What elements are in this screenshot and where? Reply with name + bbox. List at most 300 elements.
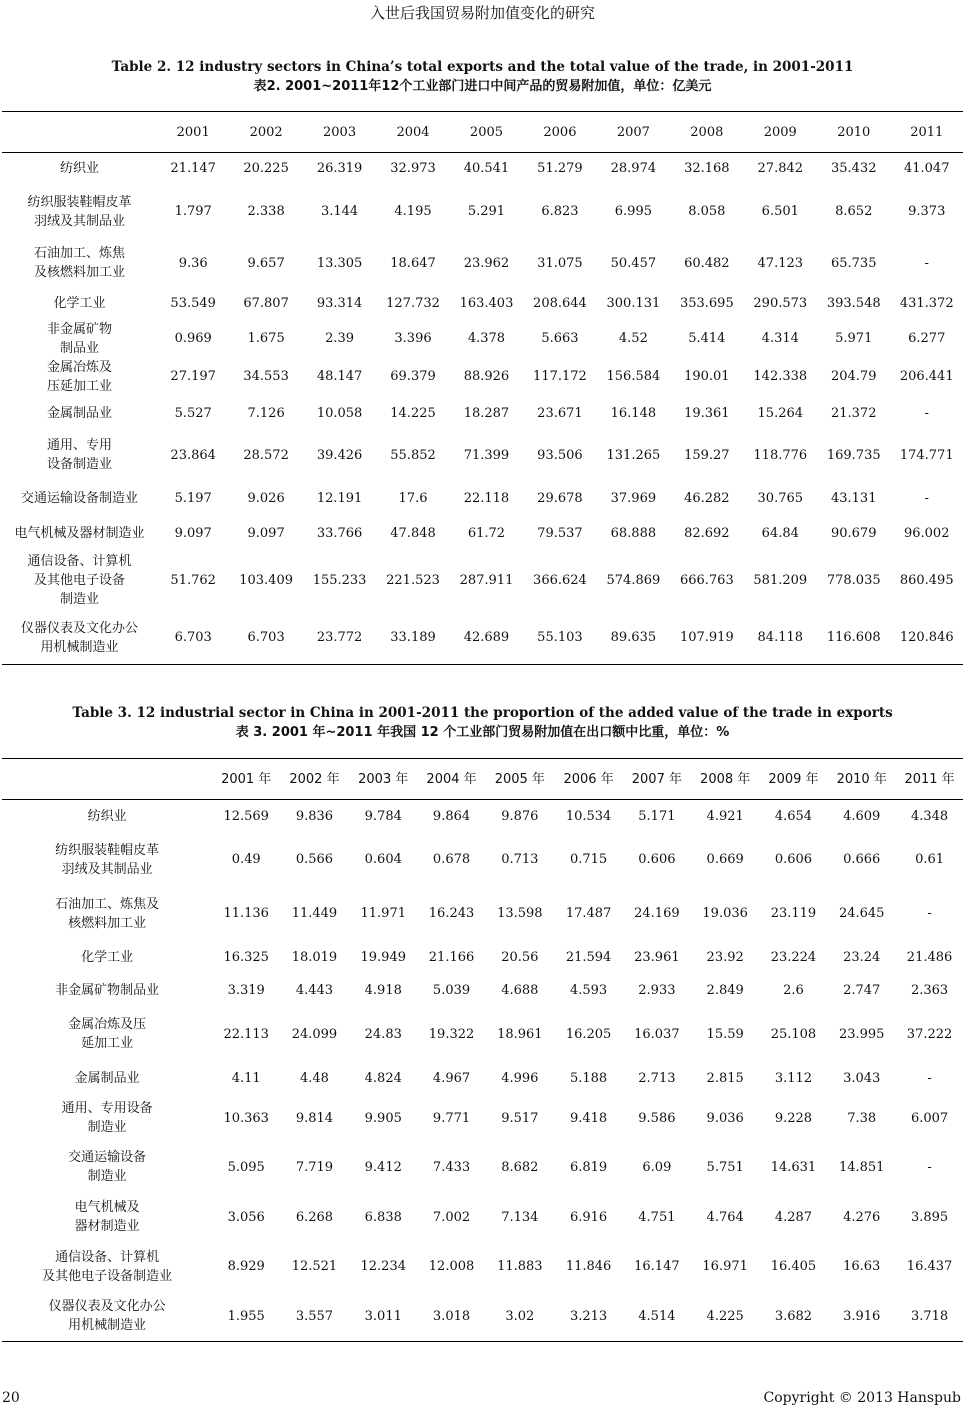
table-cell: 300.131 [606, 295, 661, 311]
table-cell: 1.797 [174, 204, 212, 219]
table-cell: 4.276 [843, 1209, 881, 1225]
table-cell: 3.213 [569, 1308, 608, 1324]
table-cell: 16.205 [565, 1026, 612, 1042]
row-label: 电气机械及器材制造业 [14, 526, 145, 541]
table-cell: 30.765 [757, 491, 804, 506]
table-cell: 9.905 [364, 1110, 402, 1126]
running-header: 入世后我国贸易附加值变化的研究 [369, 4, 595, 22]
table-cell: 4.443 [295, 982, 334, 998]
table-cell: 5.188 [569, 1070, 608, 1086]
table-cell: 9.097 [174, 526, 212, 541]
table-cell: 65.735 [830, 255, 877, 271]
table-cell: 353.695 [679, 295, 734, 311]
table-cell: 21.594 [565, 949, 612, 965]
table-cell: 4.921 [706, 808, 744, 824]
table-cell: 2.6 [783, 982, 804, 998]
table-cell: 18.287 [463, 405, 510, 421]
table-cell: 21.147 [170, 160, 216, 176]
table-cell: 204.79 [830, 369, 877, 384]
table-cell: 20.225 [243, 160, 289, 176]
table-cell: 4.918 [364, 982, 402, 998]
table-cell: 7.134 [501, 1209, 539, 1225]
row-label: 金属冶炼及压 延加工业 [68, 1017, 147, 1051]
table-cell: 13.305 [316, 255, 363, 271]
table-cell: 15.264 [757, 405, 804, 421]
row-label: 非金属矿物 制品业 [46, 321, 112, 356]
table-cell: 9.586 [638, 1110, 676, 1126]
table-cell: 0.666 [843, 852, 881, 867]
table-cell: 23.671 [537, 405, 583, 421]
table-cell: 82.692 [684, 526, 730, 541]
table-cell: 61.72 [467, 526, 506, 541]
table-cell: 860.495 [899, 573, 954, 588]
table-cell: 19.361 [684, 405, 730, 421]
table-cell: 103.409 [239, 573, 293, 588]
table-cell: 8.682 [501, 1159, 539, 1175]
table-cell: 5.751 [706, 1159, 744, 1175]
table-cell: 6.916 [569, 1209, 608, 1225]
table-cell: 0.669 [706, 852, 744, 867]
table-row [2, 1142, 963, 1193]
header-cell: 2005 [469, 124, 504, 140]
table-cell: 3.056 [227, 1209, 265, 1225]
table-cell: 156.584 [606, 369, 661, 384]
copyright: Copyright © 2013 Hanspub [763, 1390, 961, 1406]
table-cell: 581.209 [753, 573, 808, 588]
table-cell: 71.399 [463, 447, 510, 463]
table-cell: 11.449 [291, 906, 338, 921]
table-cell: 3.895 [910, 1209, 949, 1225]
table-cell: - [924, 491, 929, 506]
table-cell: 24.099 [291, 1026, 338, 1042]
table-cell: 3.396 [394, 331, 432, 346]
table-row [2, 974, 963, 1007]
table-cell: 120.846 [899, 630, 954, 646]
row-label: 通信设备、计算机 及其他电子设备 制造业 [27, 554, 132, 607]
table-cell: 24.645 [838, 906, 885, 921]
table-cell: 4.514 [638, 1308, 676, 1324]
table-row [2, 887, 963, 941]
table-cell: 116.608 [826, 630, 881, 646]
table-cell: 6.823 [541, 204, 579, 219]
table-cell: 23.24 [843, 949, 881, 965]
table-cell: 3.112 [774, 1070, 813, 1086]
table-cell: 3.718 [910, 1308, 949, 1324]
table-cell: 64.84 [761, 526, 799, 541]
table-cell: 22.118 [463, 491, 510, 506]
table-cell: 90.679 [830, 526, 877, 541]
table-cell: 21.166 [428, 949, 475, 965]
table-cell: 16.148 [610, 405, 657, 421]
table-cell: 107.919 [679, 630, 734, 646]
table-cell: 8.058 [688, 204, 726, 219]
header-cell: 2002 [249, 124, 283, 140]
table-cell: 16.243 [428, 906, 475, 921]
table-cell: 4.824 [364, 1070, 402, 1086]
table-cell: 14.225 [390, 405, 436, 421]
table-cell: 26.319 [316, 160, 363, 176]
row-label: 通信设备、计算机 及其他电子设备制造业 [42, 1249, 173, 1284]
table-cell: 55.852 [390, 447, 436, 463]
table-cell: 10.363 [223, 1110, 269, 1126]
header-cell: 2004 [396, 124, 430, 140]
table-cell: 4.654 [774, 808, 813, 824]
table-cell: 23.995 [838, 1026, 885, 1042]
table-cell: 0.566 [295, 852, 334, 867]
table-cell: 3.011 [364, 1308, 402, 1324]
table-cell: 55.103 [537, 630, 583, 646]
table-cell: 12.234 [360, 1259, 406, 1274]
table2-caption [0, 58, 965, 96]
table-cell: 96.002 [903, 526, 950, 541]
table-cell: 23.119 [770, 906, 817, 921]
table-cell: 9.771 [432, 1110, 471, 1126]
table-cell: 48.147 [316, 369, 363, 384]
table-cell: 9.36 [178, 255, 208, 271]
table-row [2, 612, 963, 665]
table-cell: 9.864 [432, 808, 471, 824]
table-row [2, 240, 963, 287]
table-cell: 3.319 [227, 982, 265, 998]
table-cell: 2.815 [706, 1070, 744, 1086]
table-cell: 0.606 [774, 852, 813, 867]
table-row [2, 550, 963, 612]
table-cell: - [927, 906, 932, 921]
row-label: 仪器仪表及文化办公 用机械制造业 [48, 1299, 166, 1334]
table-cell: 28.572 [243, 447, 289, 463]
table-cell: 4.378 [467, 331, 506, 346]
table-cell: 4.764 [706, 1209, 744, 1225]
table-cell: 9.026 [247, 491, 285, 506]
table2-caption-en: Table 2. 12 industry sectors in China’s total exports and the total value of the trade, in 2001-2011 [111, 59, 854, 75]
table-cell: 2.39 [325, 331, 355, 346]
table-cell: 69.379 [390, 369, 436, 384]
table-cell: 16.63 [843, 1259, 881, 1274]
table-cell: 4.225 [706, 1308, 744, 1324]
table3-header-row [2, 759, 963, 800]
table-cell: 0.713 [501, 852, 539, 867]
table-cell: 23.772 [316, 630, 363, 646]
table3-caption [0, 704, 965, 742]
table-cell: 6.277 [908, 331, 946, 346]
header-cell: 2010 [837, 124, 871, 140]
table-cell: 6.09 [642, 1159, 672, 1175]
table-cell: 34.553 [243, 369, 289, 384]
table-cell: 93.506 [537, 447, 583, 463]
table-row [2, 518, 963, 550]
table-cell: 7.002 [432, 1209, 471, 1225]
header-cell: 2008 年 [700, 771, 751, 787]
table-cell: 18.647 [390, 255, 436, 271]
table-cell: 23.864 [170, 447, 216, 463]
table-cell: 2.747 [843, 982, 881, 998]
table-cell: 117.172 [533, 369, 587, 384]
table-cell: 25.108 [770, 1026, 817, 1042]
table-cell: 31.075 [537, 255, 583, 271]
table-row [2, 358, 963, 396]
table-cell: 11.846 [565, 1259, 612, 1274]
header-cell-blank [2, 759, 212, 800]
table-row [2, 1292, 963, 1342]
table-cell: 10.534 [565, 808, 612, 824]
table-cell: 666.763 [679, 573, 734, 588]
table-cell: 37.969 [610, 491, 657, 506]
table-cell: 19.036 [702, 906, 748, 921]
table-cell: 32.973 [390, 160, 436, 176]
table-cell: 4.11 [231, 1070, 261, 1086]
table-cell: 21.486 [906, 949, 953, 965]
table-cell: 88.926 [463, 369, 510, 384]
row-label: 通用、专用设备 制造业 [61, 1101, 153, 1135]
table-cell: 93.314 [316, 295, 363, 311]
table-cell: 118.776 [753, 447, 808, 463]
row-label: 非金属矿物制品业 [55, 982, 160, 998]
table-cell: 15.59 [706, 1026, 744, 1042]
table-cell: 39.426 [316, 447, 363, 463]
table-cell: 0.61 [915, 852, 945, 867]
table-cell: 0.604 [364, 852, 402, 867]
header-cell: 2002 年 [289, 771, 340, 787]
table-row [2, 153, 963, 184]
table-cell: 17.487 [565, 906, 612, 921]
table-cell: 7.719 [295, 1159, 334, 1175]
table-cell: 4.593 [569, 982, 608, 998]
table-cell: 43.131 [830, 491, 877, 506]
table-cell: - [924, 405, 929, 421]
table-cell: 6.819 [569, 1159, 608, 1175]
table-cell: 1.675 [247, 331, 285, 346]
table-cell: 33.766 [316, 526, 363, 541]
row-label: 化学工业 [81, 949, 134, 965]
table-cell: 4.287 [774, 1209, 813, 1225]
header-cell: 2003 年 [358, 771, 409, 787]
table3-caption-zh: 表 3. 2001 年~2011 年我国 12 个工业部门贸易附加值在出口额中比重，单位：% [235, 725, 730, 740]
table-cell: 6.501 [761, 204, 799, 219]
table-cell: 9.373 [908, 204, 946, 219]
table-cell: 51.762 [170, 573, 216, 588]
table-cell: 89.635 [610, 630, 657, 646]
table-cell: 131.265 [606, 447, 661, 463]
table-cell: - [927, 1070, 932, 1086]
table-cell: 46.282 [684, 491, 730, 506]
table-cell: 5.291 [467, 204, 506, 219]
table-row [2, 480, 963, 518]
table-cell: 47.123 [757, 255, 804, 271]
table-cell: 393.548 [826, 295, 881, 311]
table-cell: 5.039 [432, 982, 471, 998]
table2-header-row [2, 112, 963, 153]
table3-caption-en: Table 3. 12 industrial sector in China in 2001-2011 the proportion of the added value of the trade in exports [72, 705, 893, 721]
table-cell: 67.807 [243, 295, 289, 311]
header-cell: 2011 年 [904, 771, 955, 787]
table-cell: 42.689 [463, 630, 510, 646]
table-cell: 14.631 [770, 1159, 817, 1175]
row-label: 金属制品业 [46, 405, 112, 421]
table-cell: 127.732 [386, 295, 440, 311]
table-cell: 68.888 [610, 526, 657, 541]
table-row [2, 320, 963, 358]
table-cell: 6.703 [174, 630, 212, 646]
header-cell: 2003 [323, 124, 357, 140]
header-cell: 2004 年 [426, 771, 477, 787]
row-label: 电气机械及 器材制造业 [74, 1200, 140, 1234]
table-cell: 16.971 [702, 1259, 748, 1274]
table-cell: 4.996 [501, 1070, 539, 1086]
row-label: 化学工业 [53, 295, 106, 311]
header-cell: 2008 [690, 124, 724, 140]
table-cell: 84.118 [757, 630, 804, 646]
row-label: 纺织业 [59, 160, 99, 176]
table-cell: 12.008 [428, 1259, 475, 1274]
table-cell: 0.678 [432, 852, 471, 867]
table-cell: 6.703 [247, 630, 285, 646]
table-cell: 9.418 [569, 1110, 608, 1126]
header-cell-blank [2, 112, 157, 153]
table-cell: 23.224 [770, 949, 817, 965]
table-cell: 11.136 [223, 906, 269, 921]
table-cell: 8.929 [227, 1259, 265, 1274]
table-cell: 14.851 [838, 1159, 885, 1175]
table-cell: 3.018 [432, 1308, 471, 1324]
table-cell: 169.735 [826, 447, 881, 463]
table-cell: 40.541 [463, 160, 510, 176]
table-cell: 18.961 [497, 1026, 543, 1042]
table-row [2, 287, 963, 320]
table-cell: 28.974 [610, 160, 657, 176]
table-cell: 155.233 [312, 573, 367, 588]
table-cell: 2.713 [638, 1070, 676, 1086]
table-cell: - [927, 1159, 932, 1175]
table-row [2, 431, 963, 480]
table-cell: 9.097 [247, 526, 285, 541]
table-cell: 287.911 [459, 573, 514, 588]
table-cell: 221.523 [386, 573, 440, 588]
table-cell: 53.549 [170, 295, 216, 311]
table-cell: 4.195 [394, 204, 432, 219]
table-row [2, 184, 963, 240]
table-cell: 4.348 [910, 808, 949, 824]
table-cell: 9.836 [295, 808, 334, 824]
header-cell: 2001 [176, 124, 210, 140]
row-label: 交通运输设备制造业 [20, 491, 138, 506]
table-cell: 5.197 [174, 491, 212, 506]
table-cell: 290.573 [753, 295, 808, 311]
header-cell: 2011 [910, 124, 944, 140]
header-cell: 2001 年 [221, 771, 272, 787]
table-row [2, 1193, 963, 1242]
table-cell: 159.27 [684, 447, 730, 463]
table-cell: 9.412 [364, 1159, 402, 1175]
table-cell: 10.058 [316, 405, 363, 421]
header-cell: 2009 年 [768, 771, 819, 787]
table-cell: 47.848 [390, 526, 436, 541]
table-cell: 3.682 [774, 1308, 813, 1324]
table-row [2, 1095, 963, 1142]
header-cell: 2006 年 [563, 771, 614, 787]
table-cell: 7.38 [847, 1110, 877, 1126]
table-cell: 33.189 [390, 630, 436, 646]
table-cell: 23.962 [463, 255, 510, 271]
table-cell: 11.883 [497, 1259, 543, 1274]
table-cell: 16.147 [634, 1259, 680, 1274]
row-label: 金属制品业 [74, 1070, 140, 1086]
table-cell: 8.652 [835, 204, 873, 219]
table-cell: 9.228 [774, 1110, 813, 1126]
table-cell: 50.457 [610, 255, 657, 271]
table-cell: 16.437 [906, 1259, 953, 1274]
table-cell: 27.842 [757, 160, 804, 176]
table-cell: 2.338 [247, 204, 285, 219]
header-cell: 2010 年 [836, 771, 887, 787]
table-cell: 5.095 [227, 1159, 265, 1175]
table-cell: 366.624 [533, 573, 587, 588]
table-cell: 3.043 [843, 1070, 881, 1086]
table-cell: 9.036 [706, 1110, 744, 1126]
table-cell: 9.784 [364, 808, 402, 824]
page-number: 20 [2, 1390, 20, 1406]
table-cell: 174.771 [899, 447, 954, 463]
table-cell: 41.047 [903, 160, 950, 176]
table-cell: 4.314 [761, 331, 799, 346]
table-cell: 18.019 [291, 949, 338, 965]
table-cell: 24.169 [634, 906, 680, 921]
table-cell: 19.322 [428, 1026, 475, 1042]
header-cell: 2009 [763, 124, 797, 140]
table-row [2, 1007, 963, 1062]
row-label: 金属冶炼及 压延加工业 [46, 359, 112, 394]
header-cell: 2006 [543, 124, 577, 140]
table-cell: 19.949 [360, 949, 406, 965]
header-cell: 2005 年 [494, 771, 545, 787]
table-cell: 4.609 [843, 808, 881, 824]
table-cell: 3.144 [320, 204, 359, 219]
table-cell: 16.405 [770, 1259, 817, 1274]
table-cell: 6.838 [364, 1209, 402, 1225]
table-cell: 12.191 [316, 491, 363, 506]
table3 [2, 758, 963, 1342]
table-cell: 11.971 [360, 906, 406, 921]
table-row [2, 833, 963, 887]
table-cell: 163.403 [459, 295, 514, 311]
table-cell: 51.279 [537, 160, 583, 176]
table-cell: 35.432 [830, 160, 877, 176]
table-cell: 574.869 [606, 573, 661, 588]
table-cell: 431.372 [899, 295, 954, 311]
table-cell: 24.83 [364, 1026, 402, 1042]
table-cell: 16.325 [223, 949, 269, 965]
table-cell: 20.56 [501, 949, 539, 965]
table-cell: 7.126 [247, 405, 285, 421]
row-label: 交通运输设备 制造业 [68, 1150, 147, 1184]
table-cell: 208.644 [533, 295, 587, 311]
table-cell: 4.48 [299, 1070, 329, 1086]
table-cell: 5.971 [835, 331, 873, 346]
table-cell: 6.995 [614, 204, 652, 219]
table-cell: 60.482 [684, 255, 730, 271]
table-cell: 12.569 [223, 808, 269, 824]
table-cell: 0.715 [569, 852, 608, 867]
table-cell: 142.338 [753, 369, 808, 384]
table-cell: 2.849 [706, 982, 744, 998]
row-label: 纺织服装鞋帽皮革 羽绒及其制品业 [55, 842, 160, 877]
table-cell: 9.517 [501, 1110, 539, 1126]
table-cell: 5.663 [541, 331, 579, 346]
table-cell: 4.52 [618, 331, 648, 346]
table-cell: 2.363 [910, 982, 949, 998]
table-cell: 13.598 [497, 906, 543, 921]
table-cell: 2.933 [638, 982, 676, 998]
table-cell: 22.113 [223, 1026, 269, 1042]
